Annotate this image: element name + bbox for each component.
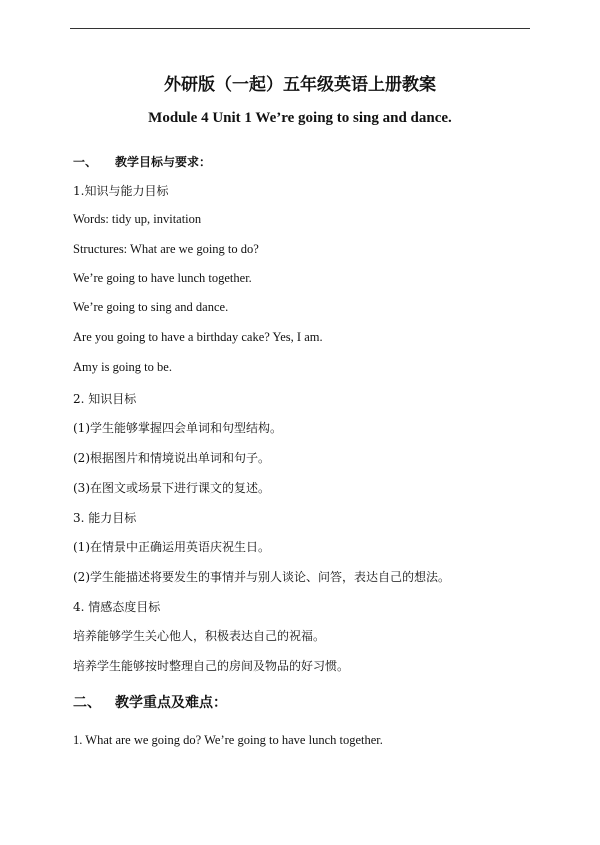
- attitude-item-1: 培养能够学生关心他人，积极表达自己的祝福。: [73, 629, 326, 643]
- sentence-sing: We’re going to sing and dance.: [73, 300, 229, 314]
- document-title: 外研版（一起）五年级英语上册教案: [164, 75, 436, 95]
- header-rule: [70, 28, 530, 29]
- objective-2-heading: 2. 知识目标: [73, 392, 137, 406]
- sentence-amy: Amy is going to be.: [73, 360, 172, 374]
- objective-1-heading: 1.知识与能力目标: [73, 184, 169, 198]
- structures-line: Structures: What are we going to do?: [73, 242, 259, 256]
- knowledge-item-1: (1)学生能够掌握四会单词和句型结构。: [73, 421, 282, 435]
- words-line: Words: tidy up, invitation: [73, 212, 202, 226]
- objective-3-heading: 3. 能力目标: [73, 511, 137, 525]
- sentence-cake: Are you going to have a birthday cake? Yes, I am.: [73, 330, 323, 344]
- section-2-heading: [73, 692, 227, 712]
- attitude-item-2: 培养学生能够按时整理自己的房间及物品的好习惯。: [73, 659, 350, 673]
- section-1-heading: [73, 153, 211, 170]
- ability-item-2: (2)学生能描述将要发生的事情并与别人谈论、问答，表达自己的想法。: [73, 570, 451, 584]
- knowledge-item-2: (2)根据图片和情境说出单词和句子。: [73, 451, 270, 465]
- sentence-lunch: We’re going to have lunch together.: [73, 271, 252, 285]
- section-2-number: 二、: [73, 695, 101, 711]
- ability-item-1: (1)在情景中正确运用英语庆祝生日。: [73, 540, 270, 554]
- document-subtitle: Module 4 Unit 1 We’re going to sing and dance.: [148, 110, 452, 126]
- section-1-title: 教学目标与要求：: [115, 155, 212, 169]
- knowledge-item-3: (3)在图文或场景下进行课文的复述。: [73, 481, 270, 495]
- objective-4-heading: 4. 情感态度目标: [73, 600, 161, 614]
- section-1-number: 一、: [73, 155, 98, 169]
- section-2-title: 教学重点及难点：: [115, 695, 227, 711]
- key-point-1: 1. What are we going do? We’re going to have lunch together.: [73, 733, 383, 747]
